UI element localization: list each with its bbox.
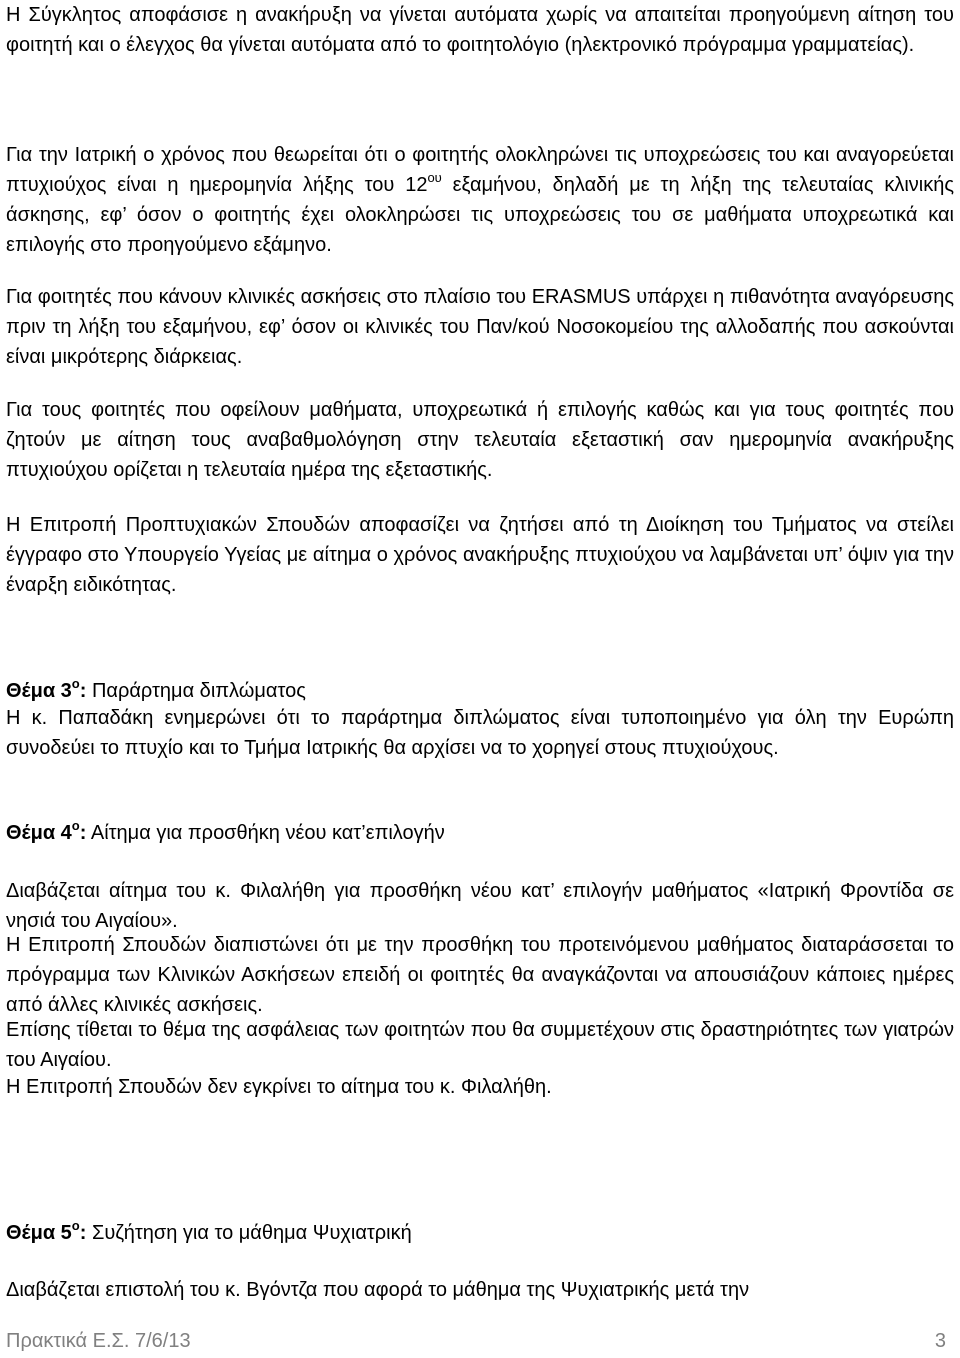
paragraph-text: Για τους φοιτητές που οφείλουν μαθήματα, υποχρεωτικά ή επιλογής καθώς και για τους φοιτητές που ζητούν με αίτηση τους αναβαθμολόγηση στην τελευταία εξεταστική σαν ημερομηνία ανακήρυξης πτυχιούχου ορίζεται η τελευταία ημέρα της εξεταστικής. xyxy=(6,399,954,481)
topic-label: Θέμα 5 xyxy=(6,1222,72,1244)
topic-colon: : xyxy=(79,680,87,702)
topic4-body-safety xyxy=(6,1015,954,1075)
paragraph-text: Η κ. Παπαδάκη ενημερώνει ότι το παράρτημα διπλώματος είναι τυποποιημένο για όλη την Ευρώπη συνοδεύει το πτυχίο και το Τμήμα Ιατρικής θα αρχίσει να το χορηγεί στους πτυχιούχους. xyxy=(6,707,954,759)
paragraph-committee-request xyxy=(6,510,954,600)
topic4-body-committee-finding xyxy=(6,930,954,1020)
topic-title: Συζήτηση για το μάθημα Ψυχιατρική xyxy=(86,1222,412,1244)
page-number: 3 xyxy=(934,1330,946,1352)
paragraph-text: εξαμήνου, δηλαδή με τη λήξη της τελευταίας κλινικής άσκησης, εφ’ όσον ο φοιτητής έχει ολοκληρώσει τις υποχρεώσεις του σε μαθήματα υποχρεωτικά και επιλογής στο προηγούμενο εξάμηνο. xyxy=(6,174,954,256)
topic5-body xyxy=(6,1275,954,1305)
topic-colon: : xyxy=(79,1222,87,1244)
paragraph-text: Η Σύγκλητος αποφάσισε η ανακήρυξη να γίνεται αυτόματα χωρίς να απαιτείται προηγούμενη αίτηση του φοιτητή και ο έλεγχος θα γίνεται αυτόματα από το φοιτητολόγιο (ηλεκτρονικό πρόγραμμα γραμματείας). xyxy=(6,4,954,56)
ordinal-superscript: ο xyxy=(71,818,80,833)
topic4-body-request xyxy=(6,876,954,936)
topic4-body-decision xyxy=(6,1072,954,1102)
topic-label: Θέμα 4 xyxy=(6,822,72,844)
paragraph-medicine-graduation-date xyxy=(6,140,954,260)
paragraph-text: Η Επιτροπή Σπουδών δεν εγκρίνει το αίτημα του κ. Φιλαλήθη. xyxy=(6,1076,552,1098)
paragraph-text: Η Επιτροπή Σπουδών διαπιστώνει ότι με την προσθήκη του προτεινόμενου μαθήματος διαταράσσεται το πρόγραμμα των Κλινικών Ασκήσεων επειδή οι φοιτητές θα αναγκάζονται να απουσιάζουν κάποιες ημέρες από άλλες κλινικές ασκήσεις. xyxy=(6,934,954,1016)
paragraph-owed-courses xyxy=(6,395,954,485)
paragraph-senate-decision xyxy=(6,0,954,60)
topic4-heading xyxy=(6,818,954,848)
paragraph-text: Διαβάζεται επιστολή του κ. Βγόντζα που αφορά το μάθημα της Ψυχιατρικής μετά την xyxy=(6,1279,750,1301)
ordinal-superscript: ου xyxy=(427,170,442,185)
ordinal-superscript: ο xyxy=(71,676,80,691)
topic3-heading xyxy=(6,676,954,706)
footer-document-title: Πρακτικά Ε.Σ. 7/6/13 xyxy=(6,1330,191,1352)
ordinal-superscript: ο xyxy=(71,1218,80,1233)
topic-title: Παράρτημα διπλώματος xyxy=(86,680,306,702)
paragraph-text: Η Επιτροπή Προπτυχιακών Σπουδών αποφασίζει να ζητήσει από τη Διοίκηση του Τμήματος να στείλει έγγραφο στο Υπουργείο Υγείας με αίτημα ο χρόνος ανακήρυξης πτυχιούχου να λαμβάνεται υπ’ όψιν για την έναρξη ειδικότητας. xyxy=(6,514,954,596)
topic-colon: : xyxy=(79,822,87,844)
topic3-body xyxy=(6,703,954,763)
paragraph-text: Επίσης τίθεται το θέμα της ασφάλειας των φοιτητών που θα συμμετέχουν στις δραστηριότητες των γιατρών του Αιγαίου. xyxy=(6,1019,954,1071)
topic5-heading xyxy=(6,1218,954,1248)
paragraph-erasmus xyxy=(6,282,954,372)
paragraph-text: Για φοιτητές που κάνουν κλινικές ασκήσεις στο πλαίσιο του ERASMUS υπάρχει η πιθανότητα αναγόρευσης πριν τη λήξη του εξαμήνου, εφ’ όσον οι κλινικές του Παν/κού Νοσοκομείου της αλλοδαπής που ασκούνται είναι μικρότερης διάρκειας. xyxy=(6,286,954,368)
paragraph-text: Για την Ιατρική ο χρόνος που θεωρείται ότι ο φοιτητής ολοκληρώνει τις υποχρεώσεις του και αναγορεύεται πτυχιούχος είναι η ημερομηνία λήξης του 12 xyxy=(6,144,954,196)
page-footer xyxy=(6,1328,954,1354)
paragraph-text: Διαβάζεται αίτημα του κ. Φιλαλήθη για προσθήκη νέου κατ’ επιλογήν μαθήματος «Ιατρική Φροντίδα σε νησιά του Αιγαίου». xyxy=(6,880,954,932)
topic-title: Αίτημα για προσθήκη νέου κατ’επιλογήν xyxy=(86,822,445,844)
topic-label: Θέμα 3 xyxy=(6,680,72,702)
